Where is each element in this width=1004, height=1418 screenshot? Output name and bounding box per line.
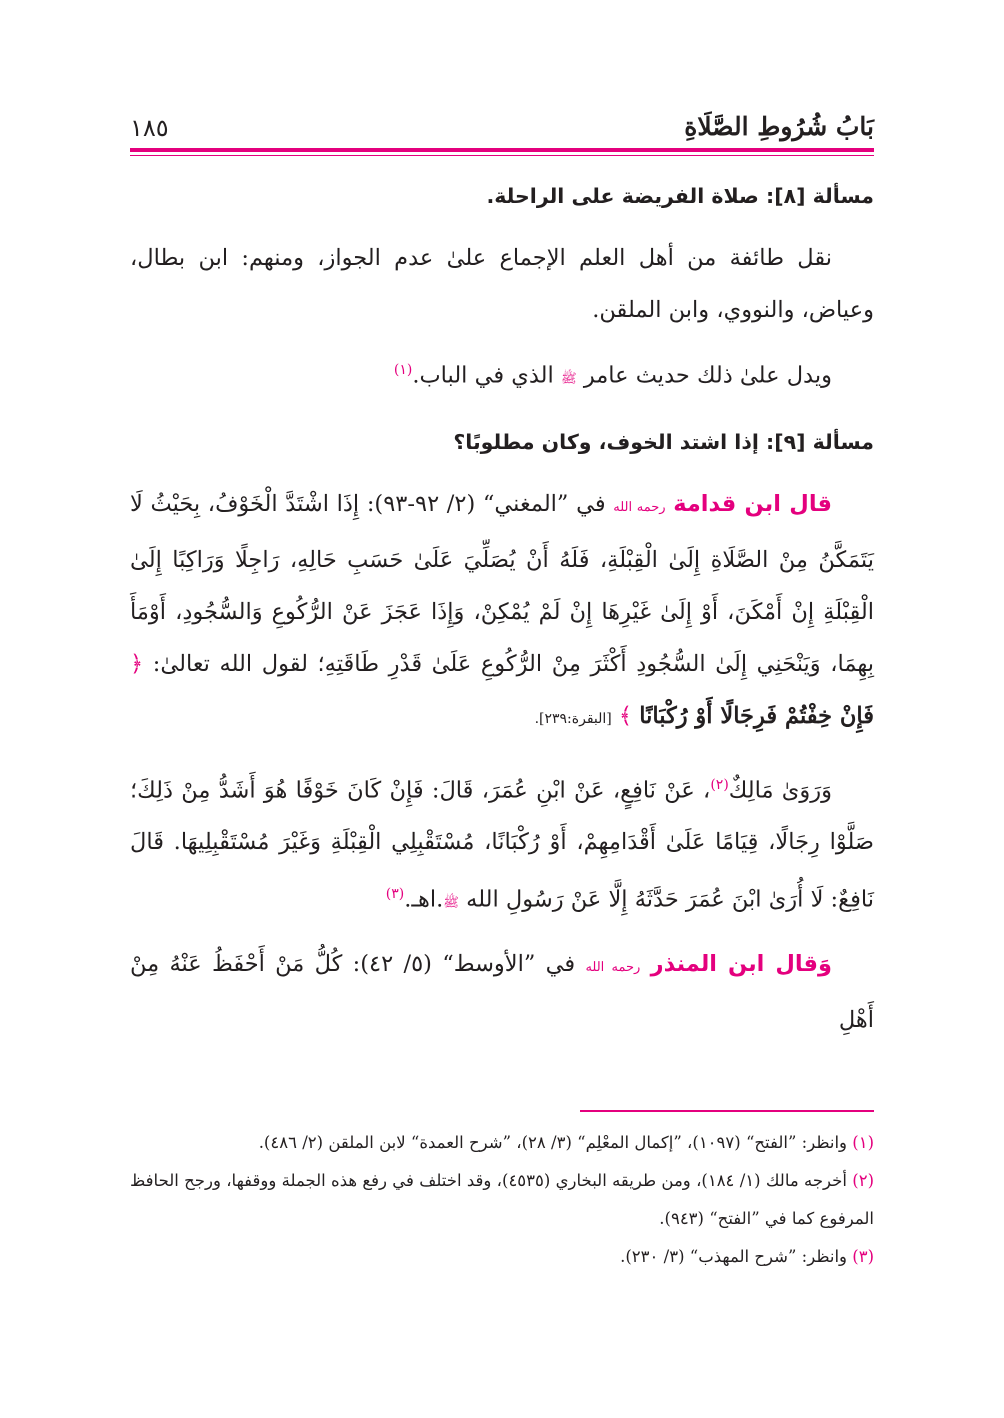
evidence-text-b: الذي في الباب. — [412, 362, 554, 389]
footnote-ref-2: (٢) — [710, 776, 729, 793]
footnote-1 — [130, 1124, 874, 1162]
paragraph-malik — [130, 759, 874, 930]
quran-verse: فَإِنْ خِفْتُمْ فَرِجَالًا أَوْ رُكْبَانًا — [639, 702, 874, 729]
footnote-divider — [580, 1110, 874, 1112]
issue-8-label: مسألة [٨]: — [766, 184, 874, 208]
quote-1-speaker: قال ابن قدامة — [673, 490, 833, 517]
issue-8-title: صلاة الفريضة على الراحلة. — [486, 184, 759, 208]
footnotes — [130, 1124, 874, 1276]
quran-open-bracket: ﴿ — [130, 650, 144, 677]
footnote-2 — [130, 1162, 874, 1238]
quran-reference: [البقرة:٢٣٩]. — [534, 710, 612, 727]
quote-2-text: كُلُّ مَنْ أَحْفَظُ عَنْهُ مِنْ أَهْلِ — [130, 950, 874, 1033]
footnote-2-text: أخرجه مالك (١/ ١٨٤)، ومن طريقه البخاري (٤٥٣٥)، وقد اختلف في رفع هذه الجملة ووقفها، ورجح الحافظ المرفوع كما في ”الفتح“ (٩٤٣). — [130, 1171, 874, 1228]
quran-close-bracket: ﴾ — [618, 702, 633, 729]
footnote-ref-1: (١) — [393, 362, 413, 378]
issue-9-label: مسألة [٩]: — [766, 429, 874, 454]
footnote-3 — [130, 1238, 874, 1276]
quote-1-honorific: رحمه الله — [613, 499, 666, 515]
quote-1-source: في ”المغني“ (٢/ ٩٢-٩٣): — [366, 490, 606, 517]
quote-1-text: إِذَا اشْتَدَّ الْخَوْفُ، بِحَيْثُ لَا يَتَمَكَّنُ مِنْ الصَّلَاةِ إِلَىٰ الْقِبْلَةِ، فَلَهُ أَنْ يُصَلِّيَ عَلَىٰ حَسَبِ حَالِهِ، رَاجِلًا وَرَاكِبًا إِلَىٰ الْقِبْلَةِ إِنْ أَمْكَنَ، أَوْ إِلَىٰ غَيْرِهَا إِنْ لَمْ يُمْكِنْ، وَإِذَا عَجَزَ عَنْ الرُّكُوعِ وَالسُّجُودِ، أَوْمَأَ بِهِمَا، وَيَنْحَنِي إِلَىٰ السُّجُودِ أَكْثَرَ مِنْ الرُّكُوعِ عَلَىٰ قَدْرِ طَاقَتِهِ؛ لقول الله تعالىٰ: — [130, 490, 874, 677]
paragraph-evidence — [130, 344, 874, 406]
header-rule-thick — [130, 148, 874, 152]
footnote-3-text: وانظر: ”شرح المهذب“ (٣/ ٢٣٠). — [620, 1247, 847, 1266]
quote-2-speaker: وَقال ابن المنذر — [650, 950, 833, 977]
paragraph-consensus: نقل طائفة من أهل العلم الإجماع علىٰ عدم الجواز، ومنهم: ابن بطال، وعياض، والنووي، وابن الملقن. — [130, 245, 874, 323]
malik-text-a: وَرَوَىٰ مَالِكٌ — [728, 777, 832, 803]
quote-ibn-mundhir — [130, 938, 874, 1046]
quote-2-source: في ”الأوسط“ (٥/ ٤٢): — [352, 950, 576, 977]
issue-9-heading — [130, 414, 874, 470]
page-number: ١٨٥ — [130, 114, 169, 142]
footnote-3-number: (٣) — [852, 1247, 874, 1266]
malik-text-c: .اهـ. — [404, 886, 444, 913]
honorific-icon: ﷺ — [443, 895, 459, 911]
footnote-1-text: وانظر: ”الفتح“ (١٠٩٧)، ”إكمال المعْلِم“ (٣/ ٢٨)، ”شرح العمدة“ لابن الملقن (٢/ ٤٨٦). — [258, 1133, 847, 1152]
honorific-icon: ﷺ — [560, 371, 577, 387]
evidence-text-a: ويدل علىٰ ذلك حديث عامر — [583, 362, 832, 389]
footnote-2-number: (٢) — [852, 1171, 874, 1190]
header-rule-thin — [130, 155, 874, 156]
issue-8-heading — [130, 168, 874, 224]
malik-text-b: ، عَنْ نَافِعٍ، عَنْ ابْنِ عُمَرَ، قَالَ: فَإِنْ كَانَ خَوْفًا هُوَ أَشَدُّ مِنْ ذَلِكَ؛ صَلَّوْا رِجَالًا، قِيَامًا عَلَىٰ أَقْدَامِهِمْ، أَوْ رُكْبَانًا، مُسْتَقْبِلِي الْقِبْلَةِ وَغَيْرَ مُسْتَقْبِلِيهَا. قَالَ نَافِعٌ: لَا أُرَىٰ ابْنَ عُمَرَ حَدَّثَهُ إِلَّا عَنْ رَسُولِ الله — [130, 777, 874, 913]
issue-9-title: إذا اشتد الخوف، وكان مطلوبًا؟ — [453, 429, 759, 454]
quote-ibn-qudama — [130, 478, 874, 745]
chapter-title: بَابُ شُرُوطِ الصَّلَاةِ — [684, 112, 874, 141]
footnote-ref-3: (٣) — [385, 886, 405, 902]
page-header — [130, 108, 874, 148]
quote-2-honorific: رحمه الله — [585, 959, 641, 975]
footnote-1-number: (١) — [852, 1133, 874, 1152]
main-text — [130, 168, 874, 1046]
